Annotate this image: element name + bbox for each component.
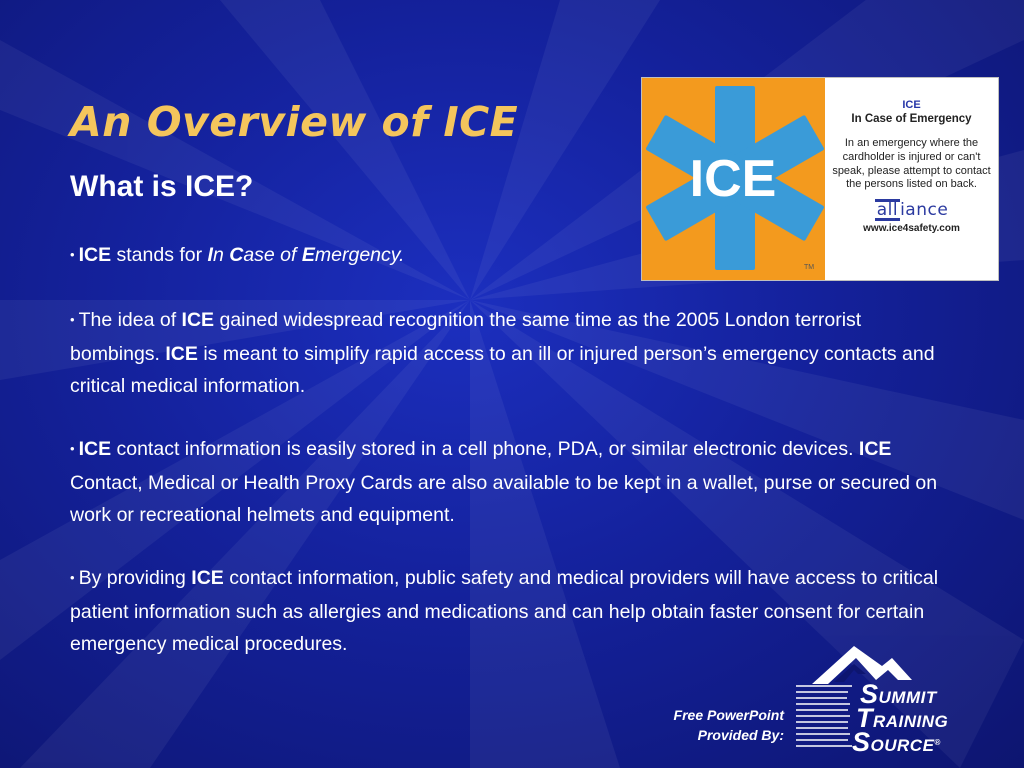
bullet-icon: • bbox=[70, 441, 75, 456]
alliance-logo: all iance bbox=[876, 200, 949, 221]
card-instructions: In an emergency where the cardholder is injured or can't speak, please attempt to contact the persons listed on back. bbox=[832, 137, 991, 191]
footer-credit bbox=[620, 705, 784, 745]
bullet-1: • ICE stands for In Case of Emergency. bbox=[70, 244, 405, 266]
footer-line-2: Provided By: bbox=[697, 727, 784, 743]
bullet-4: • By providing ICE contact information, public safety and medical providers will have access to critical patient information such as allergies and medications and can help obtain faster consent for certain emergency medical procedures. bbox=[70, 567, 939, 655]
footer-line-1: Free PowerPoint bbox=[673, 707, 784, 723]
slide-title: An Overview of ICE bbox=[70, 98, 519, 146]
bullet-icon: • bbox=[70, 247, 75, 262]
bullet-3: • ICE contact information is easily stored in a cell phone, PDA, or similar electronic devices. ICE Contact, Medical or Health Proxy Cards are also available to be kept in a wallet, purse or secured on work or recreational helmets and equipment. bbox=[70, 438, 938, 526]
bullet-2: • The idea of ICE gained widespread recognition the same time as the 2005 London terrorist bombings. ICE is meant to simplify rapid access to an ill or injured person’s emergency contacts and critical medical information. bbox=[70, 309, 935, 397]
card-heading: ICE bbox=[902, 99, 921, 111]
card-url: www.ice4safety.com bbox=[863, 223, 960, 235]
slide-subtitle: What is ICE? bbox=[70, 170, 254, 203]
card-logo-text: ICE bbox=[689, 150, 777, 208]
bullet-icon: • bbox=[70, 570, 75, 585]
bullet-icon: • bbox=[70, 312, 75, 327]
summit-training-source-logo: SUMMIT TRAINING SOURCE® bbox=[852, 679, 949, 757]
card-subheading: In Case of Emergency bbox=[851, 113, 972, 125]
trademark: TM bbox=[804, 264, 815, 271]
slide-body bbox=[70, 239, 950, 691]
